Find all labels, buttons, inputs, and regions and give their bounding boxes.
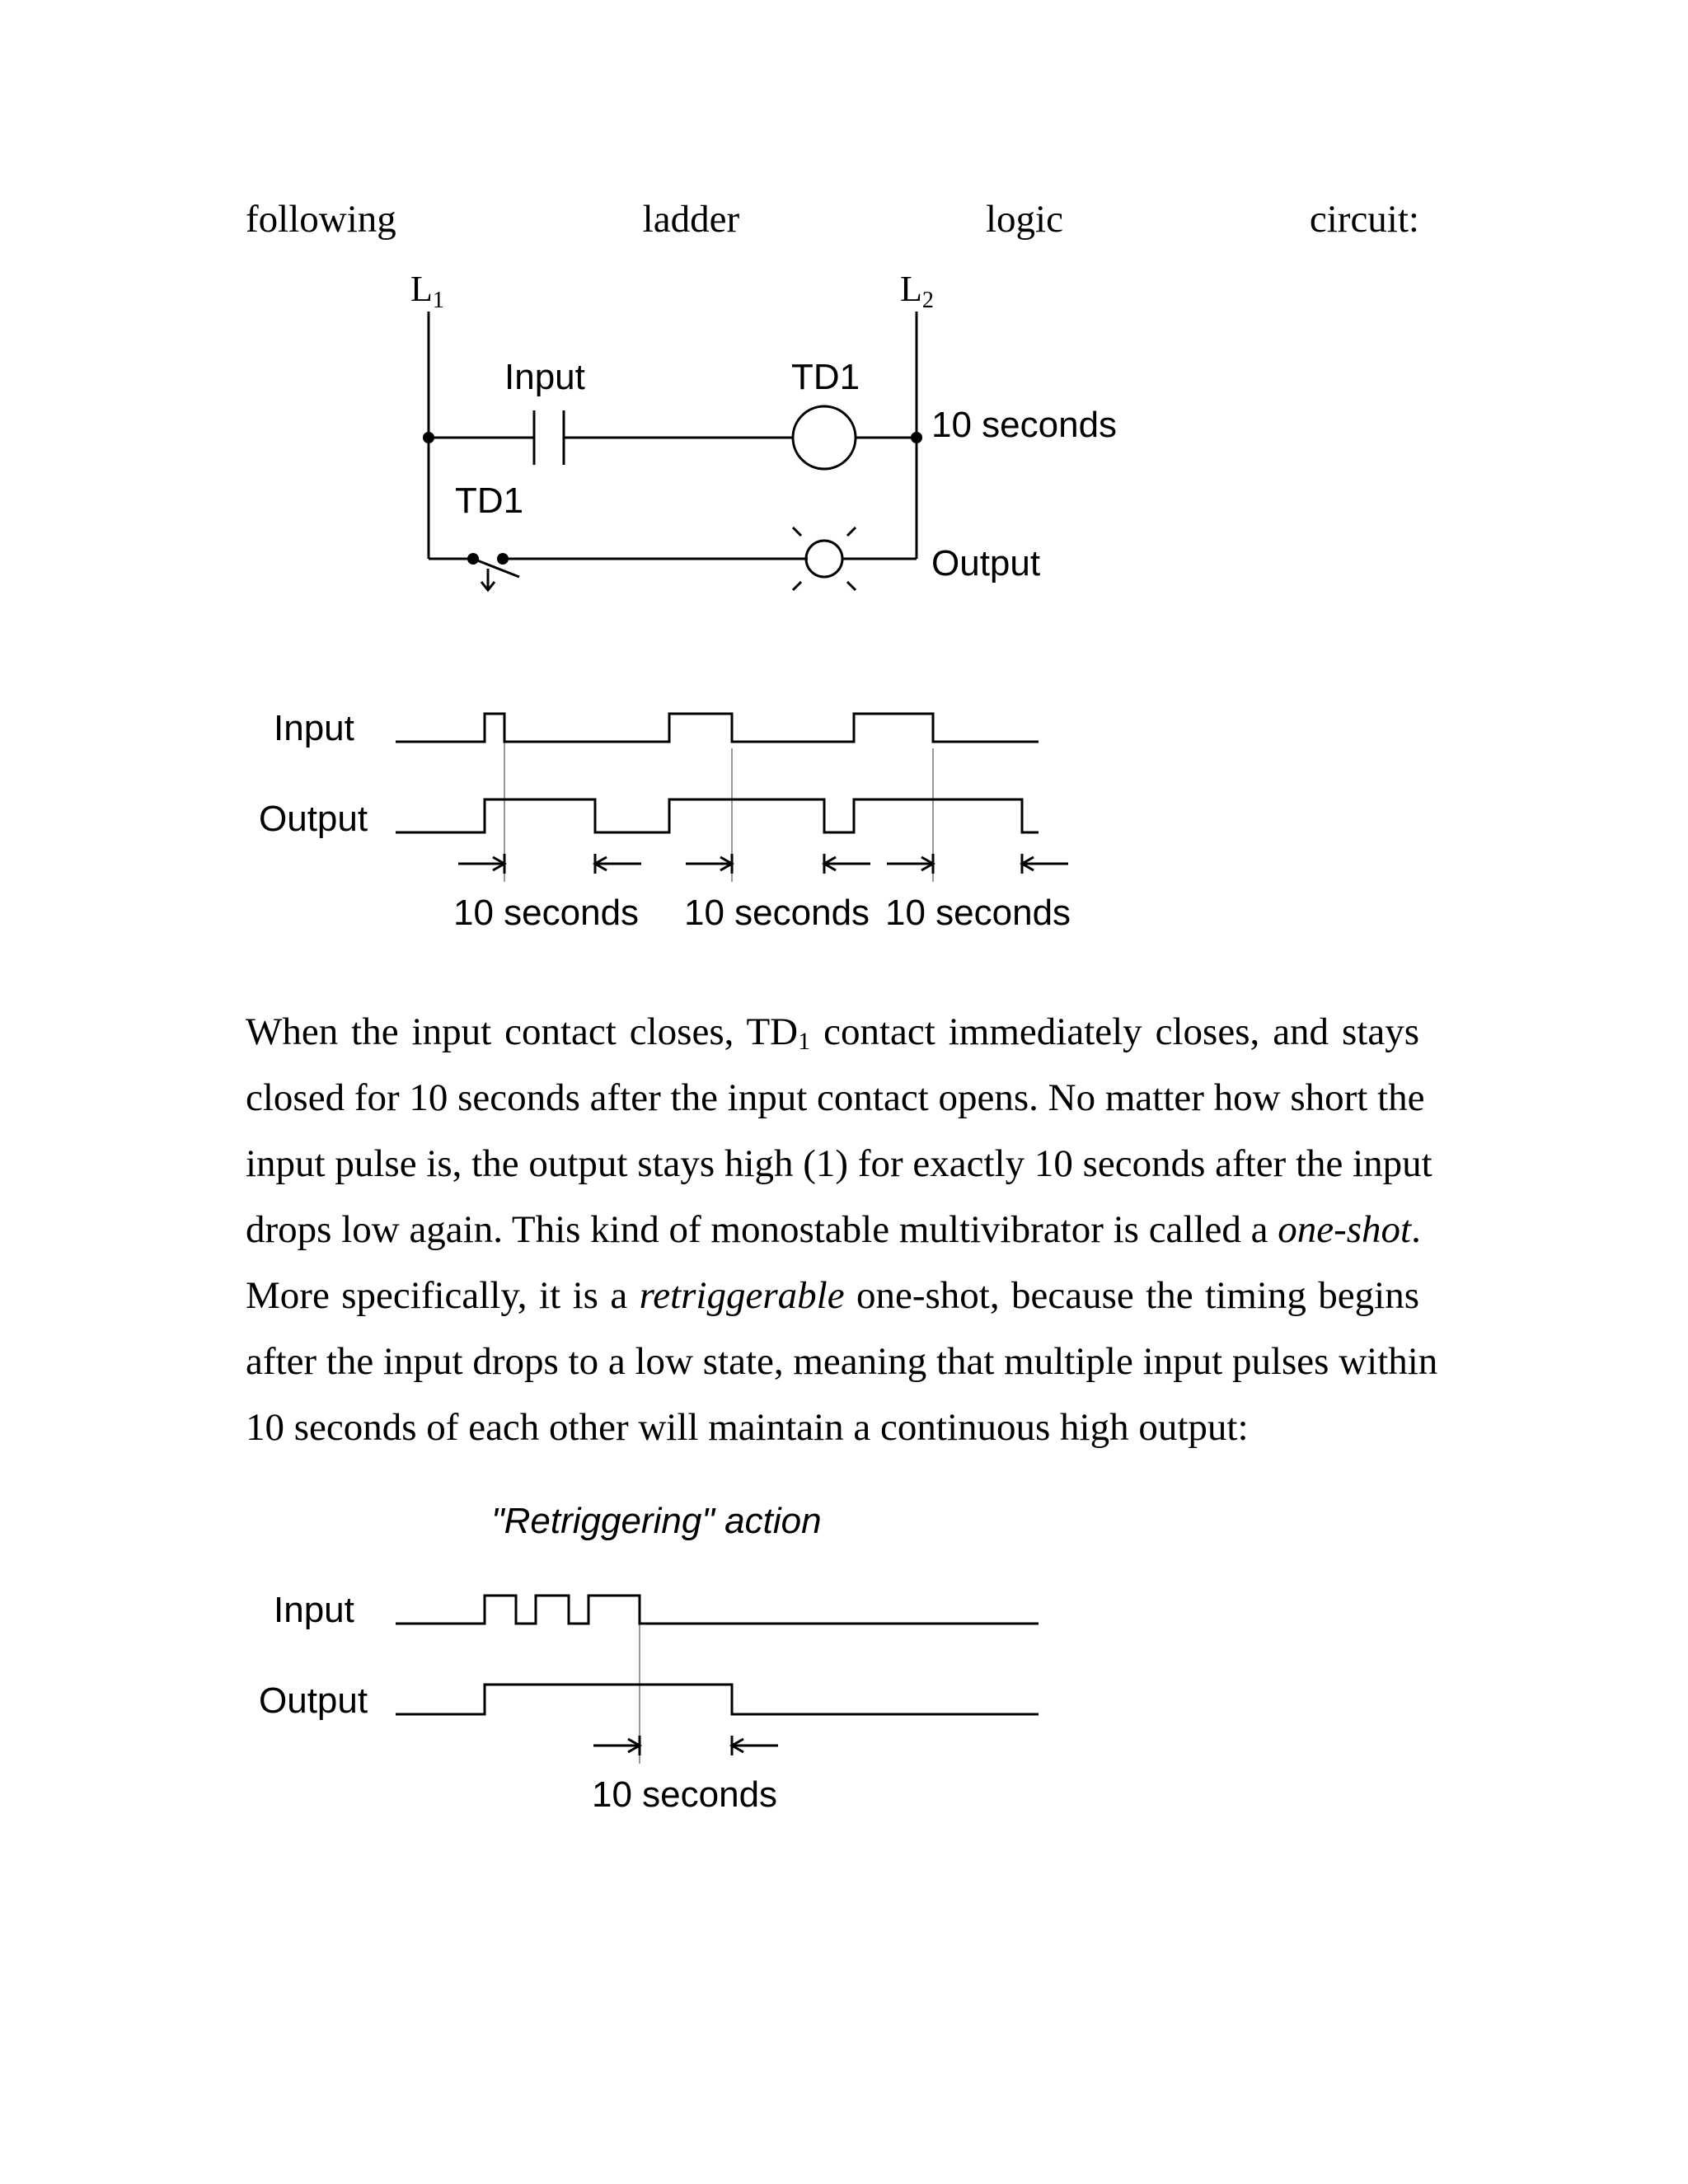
paragraph-line: drops low again. This kind of monostable multivibrator is called a one-shot. [246,1208,1421,1251]
paragraph-line: input pulse is, the output stays high (1) for exactly 10 seconds after the input [246,1142,1432,1185]
timing1-interval-label: 10 seconds [885,893,1071,933]
timing1-output-label: Output [259,799,368,839]
rung1-coil-note: 10 seconds [931,405,1118,445]
rung1-contact-label: Input [504,357,585,397]
output-lamp [806,541,842,577]
timing-diagram-2 [259,1501,1039,1815]
intro-word: ladder [642,198,740,241]
lamp-ray [793,527,801,536]
input-waveform [396,1596,1039,1624]
rung2-load-label: Output [931,543,1041,583]
paragraph-line: closed for 10 seconds after the input contact opens. No matter how short the [246,1076,1425,1119]
rail-l1-label: L1 [410,269,444,313]
paragraph-line: after the input drops to a low state, meaning that multiple input pulses within [246,1340,1438,1383]
timing2-output-label: Output [259,1680,368,1721]
rail-l2-label: L2 [900,269,934,313]
timing-diagram-1 [259,708,1071,933]
paragraph-line: When the input contact closes, $TD_1$ contact immediately closes, and stays [246,1010,1420,1055]
timing1-input-label: Input [274,708,354,748]
paragraph-line: 10 seconds of each other will maintain a continuous high output: [246,1406,1249,1449]
junction-dot [423,432,434,443]
nc-contact-dot [497,553,509,565]
coil-td1 [793,406,856,469]
rung2-contact-label: TD1 [455,480,524,521]
timing2-interval-label: 10 seconds [592,1774,778,1815]
intro-word: following [246,198,396,241]
output-waveform [396,799,1039,832]
lamp-ray [847,582,856,590]
lamp-ray [793,582,801,590]
intro-word: logic [986,198,1063,241]
input-waveform [396,714,1039,742]
nc-contact-dot [467,553,479,565]
body-paragraph [246,999,1438,1460]
timing1-interval-label: 10 seconds [684,893,870,933]
output-waveform [396,1685,1039,1714]
timing2-title: "Retriggering" action [491,1501,822,1541]
rung1-coil-label: TD1 [791,357,860,397]
junction-dot [911,432,922,443]
timing1-interval-label: 10 seconds [453,893,640,933]
paragraph-line: More specifically, it is a retriggerable one-shot, because the timing begins [246,1274,1419,1317]
intro-word: circuit: [1309,198,1419,241]
nc-contact-blade [473,559,519,577]
lamp-ray [847,527,856,536]
timing2-input-label: Input [274,1590,354,1630]
